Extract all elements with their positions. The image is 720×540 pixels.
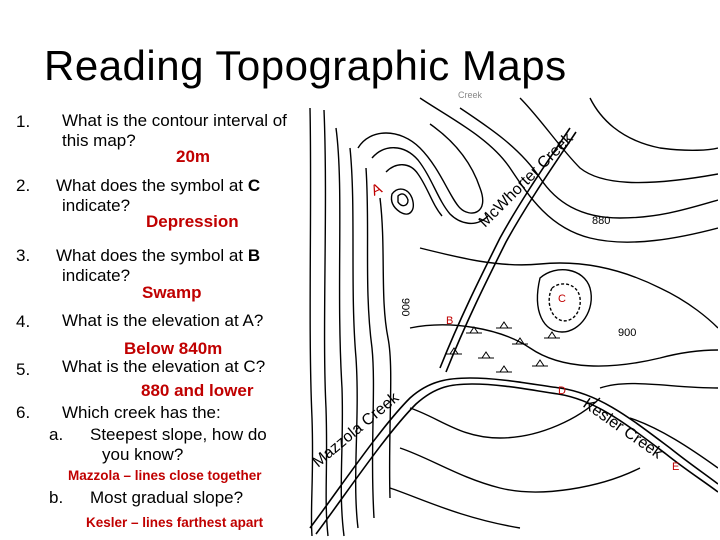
question-2-answer: Depression: [146, 212, 239, 231]
question-6b-answer: Kesler – lines farthest apart: [86, 515, 264, 530]
map-top-faint-text: Creek: [458, 90, 483, 100]
question-6-number: 6.: [16, 403, 31, 422]
topographic-map: [300, 88, 718, 538]
contour-line: [410, 398, 600, 438]
contour-line: [420, 248, 718, 328]
question-6a-line1: Steepest slope, how do: [90, 425, 267, 444]
question-2-letter: C: [247, 176, 261, 195]
question-6a-line2: you know?: [102, 445, 184, 464]
swamp-symbols: [446, 322, 560, 372]
question-3-text: [56, 246, 260, 286]
question-2-number: 2.: [16, 176, 31, 195]
question-3-line1: What does the symbol at: [56, 246, 248, 265]
question-3-number: 3.: [16, 246, 31, 265]
question-6a-text: [90, 425, 267, 465]
contour-line: [386, 165, 442, 216]
question-1-number: 1.: [16, 112, 31, 131]
swamp-symbol: [496, 366, 512, 372]
mazzola-creek-label: Mazzola Creek: [309, 389, 403, 472]
map-point-a: A: [368, 179, 385, 200]
contour-line: [391, 189, 413, 214]
kesler-creek-label: Kesler Creek: [579, 395, 666, 463]
swamp-symbol: [496, 322, 512, 328]
contour-line: [310, 108, 313, 536]
question-1-text: [62, 111, 287, 151]
question-4-text: What is the elevation at A?: [62, 311, 264, 330]
contour-line: [400, 448, 640, 492]
contour-line: [324, 110, 328, 536]
page-title: Reading Topographic Maps: [44, 42, 567, 89]
question-2-text: [56, 176, 260, 216]
contour-line: [366, 168, 374, 518]
question-6b-label: b.: [49, 488, 64, 507]
swamp-symbol: [478, 352, 494, 358]
question-1-line1: What is the contour interval of: [62, 111, 287, 130]
map-point-d: D: [558, 385, 566, 397]
question-4-answer: Below 840m: [124, 339, 223, 358]
question-3-answer: Swamp: [142, 283, 202, 302]
map-point-b: B: [446, 315, 454, 327]
contour-line: [380, 198, 391, 498]
question-4-number: 4.: [16, 312, 31, 331]
question-5-answer: 880 and lower: [141, 381, 254, 400]
contour-line: [390, 488, 520, 528]
question-2-line1: What does the symbol at: [56, 176, 248, 195]
question-2-line2: indicate?: [62, 196, 131, 215]
contour-lines: [310, 98, 718, 536]
swamp-symbol: [532, 360, 548, 366]
contour-line: [590, 98, 718, 150]
mcwhorter-creek-label: McWhorter Creek: [475, 130, 577, 231]
contour-line: [398, 194, 408, 206]
question-1-answer: 20m: [176, 147, 211, 166]
question-6-text: Which creek has the:: [62, 403, 221, 422]
contour-label-900-right: 900: [618, 327, 637, 339]
contour-label-900-left: 900: [399, 298, 411, 317]
contour-line: [358, 124, 483, 213]
question-5-number: 5.: [16, 360, 31, 379]
map-point-e: E: [672, 461, 680, 473]
question-6a-label: a.: [49, 425, 64, 444]
question-1-line2: this map?: [62, 131, 136, 150]
contour-line: [420, 98, 718, 242]
question-5-text: What is the elevation at C?: [62, 357, 266, 376]
question-3-letter: B: [247, 246, 261, 265]
contour-line: [600, 384, 718, 388]
question-6b-text: Most gradual slope?: [90, 488, 244, 507]
contour-label-880: 880: [592, 215, 611, 227]
contour-line: [336, 128, 344, 536]
mcwhorter-creek-line: [446, 132, 576, 372]
question-6a-answer: Mazzola – lines close together: [68, 468, 262, 483]
swamp-symbol: [544, 332, 560, 338]
question-3-line2: indicate?: [62, 266, 131, 285]
map-point-c: C: [558, 293, 566, 305]
